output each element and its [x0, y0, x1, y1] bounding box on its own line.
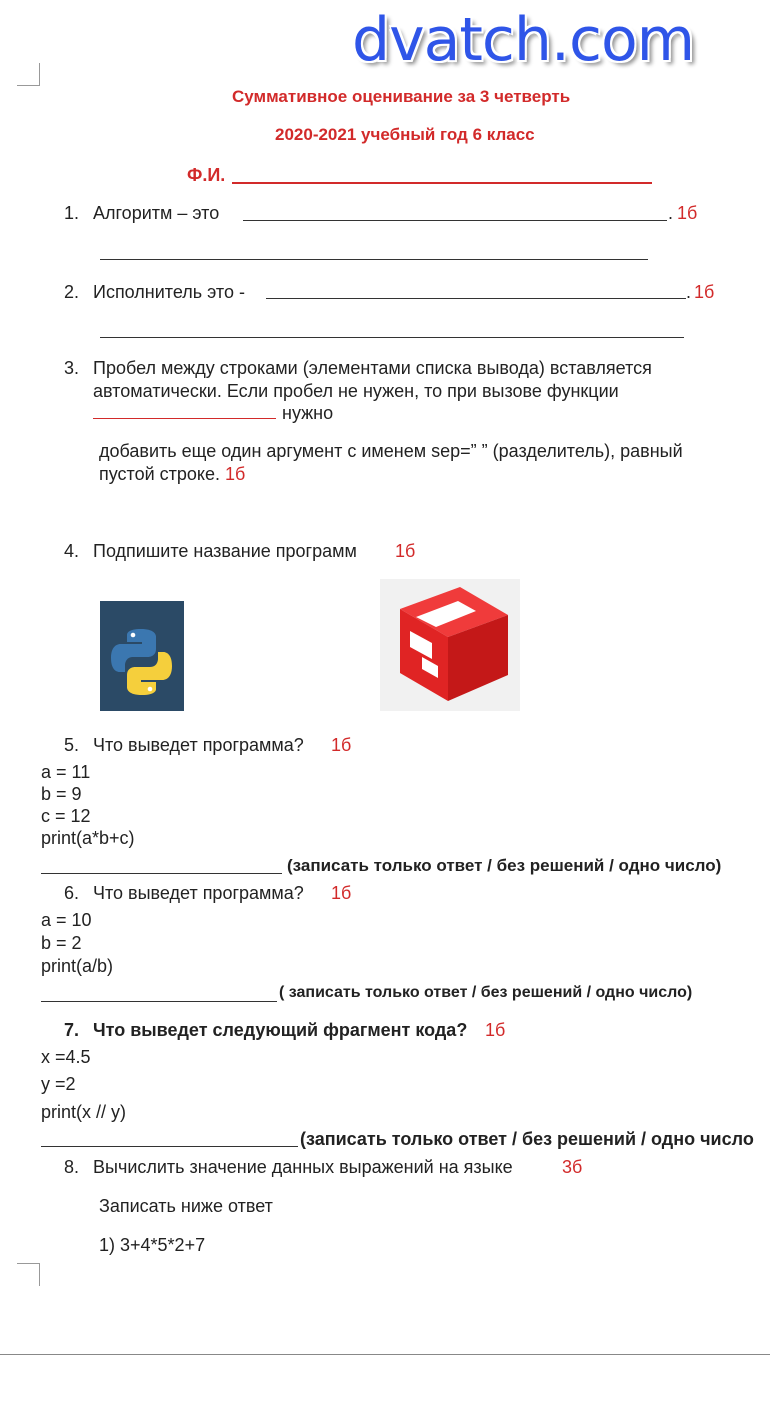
page-corner-mark-bottom	[17, 1263, 40, 1286]
q5-answer-hint: (записать только ответ / без решений / одно число)	[287, 856, 722, 875]
q4-text: Подпишите название программ	[93, 541, 357, 561]
q6-text: Что выведет программа?	[93, 883, 304, 903]
q6-mark: 1б	[331, 883, 352, 903]
q5-answer-line[interactable]	[41, 873, 282, 874]
page-corner-mark-top	[17, 63, 40, 86]
fio-answer-line[interactable]	[232, 182, 652, 184]
q5-text: Что выведет программа?	[93, 735, 304, 755]
q5-code-line: a = 11	[41, 762, 91, 782]
q3-line-3-tail: нужно	[282, 403, 334, 423]
python-logo-image	[100, 601, 184, 711]
q7-code-line: x =4.5	[41, 1047, 91, 1067]
fio-label: Ф.И.	[187, 165, 226, 185]
q1-text: Алгоритм – это	[93, 203, 220, 223]
python-logo-icon	[100, 601, 184, 711]
q1-answer-line-2[interactable]	[100, 259, 648, 260]
q6-answer-line[interactable]	[41, 1001, 277, 1002]
q3-number: 3.	[64, 358, 80, 378]
q8-instruction: Записать ниже ответ	[99, 1196, 273, 1216]
q7-text: Что выведет следующий фрагмент кода?	[93, 1020, 468, 1040]
q2-end: .	[686, 282, 692, 302]
q5-code-line: print(a*b+c)	[41, 828, 135, 848]
q4-mark: 1б	[395, 541, 416, 561]
q2-text: Исполнитель это -	[93, 282, 245, 302]
sketchup-logo-image	[380, 579, 520, 711]
q7-answer-line[interactable]	[41, 1146, 298, 1147]
q2-mark: 1б	[694, 282, 715, 302]
q6-number: 6.	[64, 883, 80, 903]
q3-line-5: пустой строке. 1б	[99, 464, 246, 484]
q7-mark: 1б	[485, 1020, 506, 1040]
q3-answer-line[interactable]	[93, 418, 276, 419]
q3-mark: 1б	[225, 464, 246, 484]
q6-code-line: b = 2	[41, 933, 82, 953]
q3-line-1: Пробел между строками (элементами списка вывода) вставляется	[93, 358, 652, 378]
q5-number: 5.	[64, 735, 80, 755]
sketchup-logo-icon	[380, 579, 520, 711]
q7-number: 7.	[64, 1020, 80, 1040]
q3-line-2: автоматически. Если пробел не нужен, то при вызове функции	[93, 381, 619, 401]
q7-answer-hint: (записать только ответ / без решений / одно число	[300, 1129, 754, 1149]
q6-code-line: a = 10	[41, 910, 92, 930]
q8-text: Вычислить значение данных выражений на языке	[93, 1157, 513, 1177]
q7-code-line: y =2	[41, 1074, 76, 1094]
q2-number: 2.	[64, 282, 80, 302]
watermark: dvatch.com	[352, 5, 695, 75]
q8-mark: 3б	[562, 1157, 583, 1177]
q1-mark: 1б	[677, 203, 698, 223]
q1-end: .	[668, 203, 674, 223]
q6-answer-hint: ( записать только ответ / без решений / одно число)	[279, 984, 693, 1001]
q6-code-line: print(a/b)	[41, 956, 114, 976]
q7-code-line: print(x // y)	[41, 1102, 127, 1122]
q8-number: 8.	[64, 1157, 80, 1177]
q8-item-1: 1) 3+4*5*2+7	[99, 1235, 206, 1255]
q1-number: 1.	[64, 203, 80, 223]
q1-answer-line[interactable]	[243, 220, 667, 221]
q2-answer-line-2[interactable]	[100, 337, 684, 338]
q5-code-line: b = 9	[41, 784, 82, 804]
q4-number: 4.	[64, 541, 80, 561]
title-line-1: Суммативное оценивание за 3 четверть	[232, 87, 571, 106]
title-line-2: 2020-2021 учебный год 6 класс	[275, 125, 535, 144]
q3-line-4: добавить еще один аргумент с именем sep=” ” (разделитель), равный	[99, 441, 683, 461]
q2-answer-line[interactable]	[266, 298, 686, 299]
q5-code-line: c = 12	[41, 806, 91, 826]
q5-mark: 1б	[331, 735, 352, 755]
page-bottom-divider	[0, 1354, 770, 1355]
